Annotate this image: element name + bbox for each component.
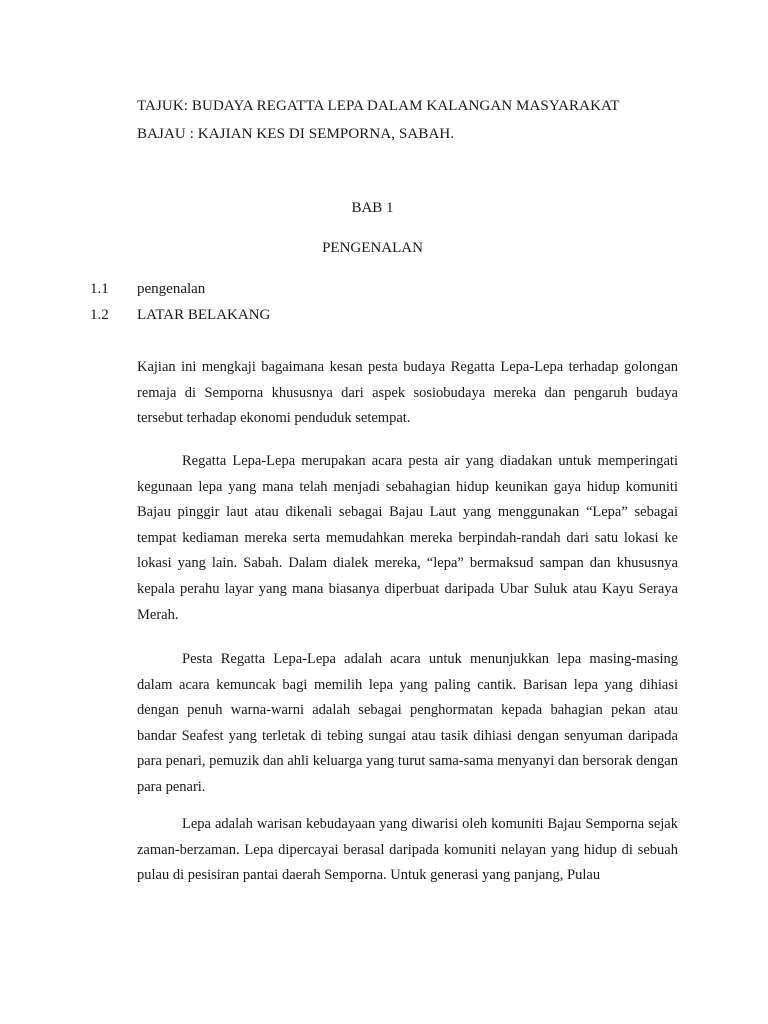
paragraph-lepa-heritage: Lepa adalah warisan kebudayaan yang diwarisi oleh komuniti Bajau Semporna sejak zaman-berzaman. Lepa dipercayai berasal daripada komuniti nelayan yang hidup di sebuah pulau di pesisiran pantai daerah Semporna. Untuk generasi yang panjang, Pulau <box>137 816 678 884</box>
chapter-heading: BAB 1 <box>351 200 394 216</box>
section-heading-1-1 <box>90 279 205 299</box>
document-title <box>137 92 697 148</box>
section-number: 1.2 <box>90 307 109 323</box>
title-line-1: TAJUK: BUDAYA REGATTA LEPA DALAM KALANGAN MASYARAKAT <box>137 98 620 114</box>
section-label: LATAR BELAKANG <box>137 307 271 323</box>
title-line-2: BAJAU : KAJIAN KES DI SEMPORNA, SABAH. <box>137 126 455 142</box>
chapter-title: PENGENALAN <box>322 240 423 256</box>
section-heading-1-2 <box>90 305 270 325</box>
paragraph-regatta: Regatta Lepa-Lepa merupakan acara pesta air yang diadakan untuk memperingati kegunaan lepa yang mana telah menjadi sebahagian hidup keunikan gaya hidup komuniti Bajau pinggir laut atau dikenali sebagai Bajau Laut yang menggunakan “Lepa” sebagai tempat kediaman mereka serta memudahkan mereka berpindah-randah dari satu lokasi ke lokasi yang lain. Sabah. Dalam dialek mereka, “lepa” bermaksud sampan dan khususnya kepala perahu layar yang mana biasanya diperbuat daripada Ubar Suluk atau Kayu Seraya Merah. <box>137 453 678 623</box>
section-label: pengenalan <box>137 281 206 297</box>
paragraph-pesta: Pesta Regatta Lepa-Lepa adalah acara untuk menunjukkan lepa masing-masing dalam acara kemuncak bagi memilih lepa yang paling cantik. Barisan lepa yang dihiasi dengan penuh warna-warni adalah sebagai penghormatan kepada bahagian pekan atau bandar Seafest yang terletak di tebing sungai atau tasik dihiasi dengan senyuman daripada para penari, pemuzik dan ahli keluarga yang turut sama-sama menyanyi dan bersorak dengan para penari. <box>137 651 678 795</box>
section-number: 1.1 <box>90 281 109 297</box>
paragraph-intro: Kajian ini mengkaji bagaimana kesan pesta budaya Regatta Lepa-Lepa terhadap golongan remaja di Semporna khususnya dari aspek sosiobudaya mereka dan pengaruh budaya tersebut terhadap ekonomi penduduk setempat. <box>137 359 678 427</box>
